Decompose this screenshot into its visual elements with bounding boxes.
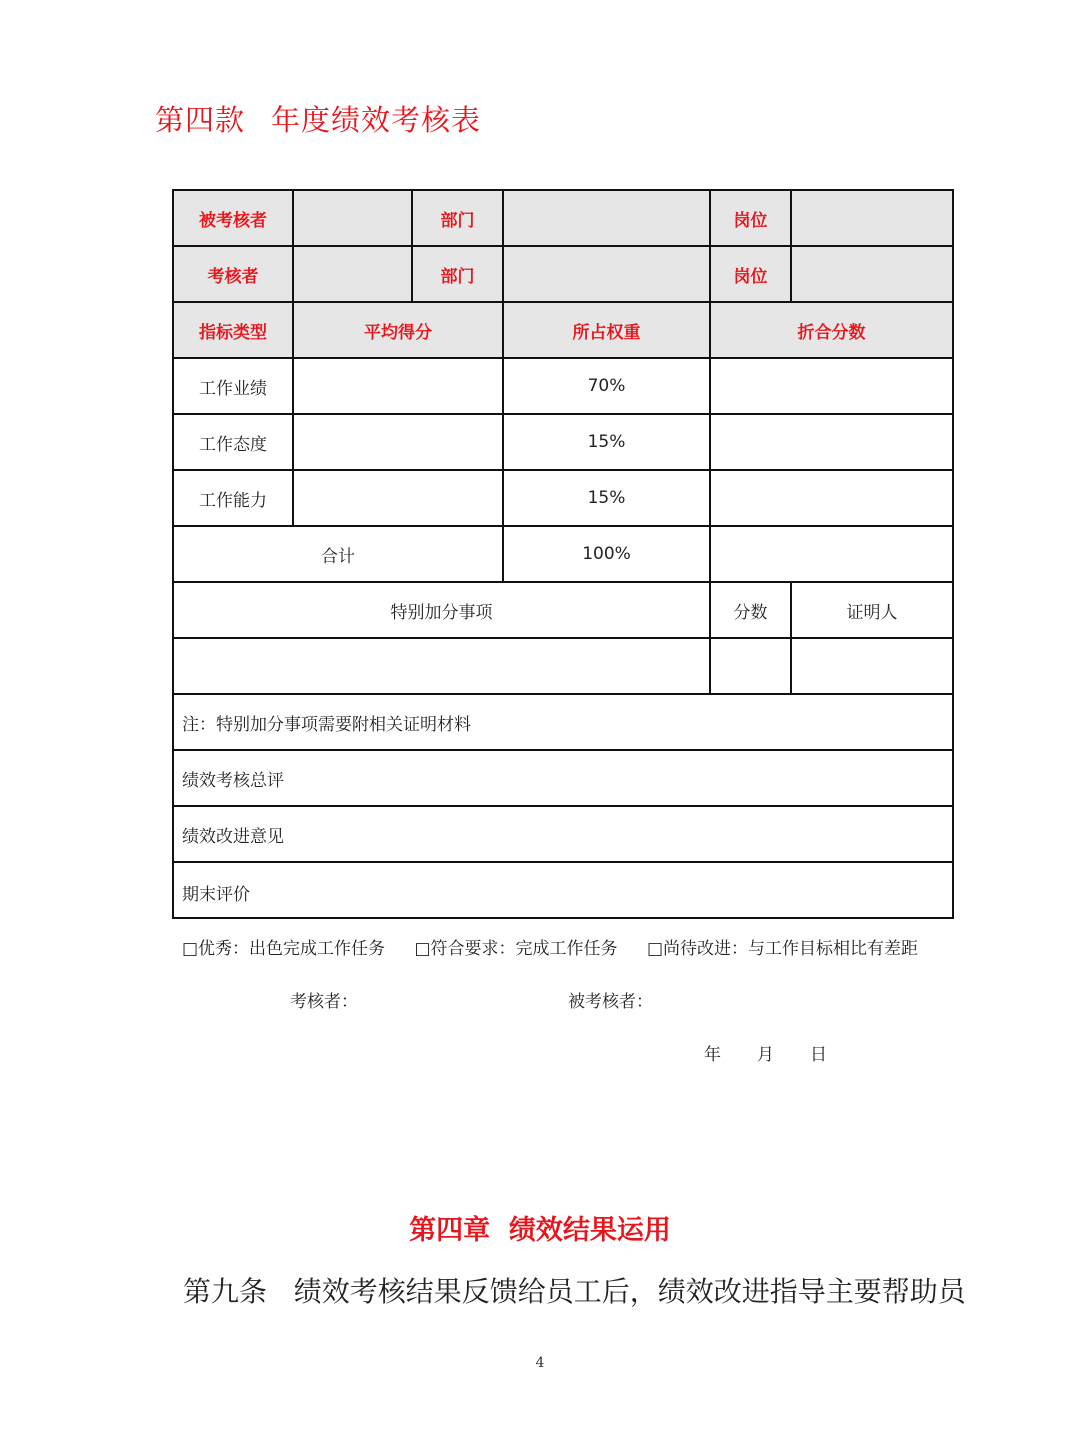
col-header-weight: 所占权重 [503,302,710,358]
summary-row [173,750,953,806]
assessee-row [173,190,953,246]
bonus-items-header: 特别加分事项 [173,582,710,638]
avg-score-field[interactable] [293,414,503,470]
assessee-signature-label[interactable]: 被考核者： [568,992,653,1012]
assessee-dept-field[interactable] [503,190,710,246]
overall-evaluation-label[interactable]: 绩效考核总评 [173,750,953,806]
avg-score-field[interactable] [293,358,503,414]
table-row [173,470,953,526]
note-row [173,694,953,750]
chapter-title: 第四章 绩效结果运用 [409,1215,671,1246]
assessor-post-field[interactable] [791,246,953,302]
col-header-avg-score: 平均得分 [293,302,503,358]
improvement-suggestion-label[interactable]: 绩效改进意见 [173,806,953,862]
converted-score-field[interactable] [710,470,953,526]
total-row [173,526,953,582]
bonus-item-field[interactable] [173,638,710,694]
date-month-label: 月 [757,1045,774,1065]
bonus-entry-row [173,638,953,694]
bonus-note: 注：特别加分事项需要附相关证明材料 [173,694,953,750]
assessor-row [173,246,953,302]
assessee-post-field[interactable] [791,190,953,246]
converted-score-field[interactable] [710,358,953,414]
assessee-dept-label: 部门 [412,190,503,246]
weight-value: 15% [503,470,710,526]
evaluation-options [182,934,918,959]
improvement-row [173,806,953,862]
assessor-name-field[interactable] [293,246,412,302]
assessor-post-label: 岗位 [710,246,791,302]
section-title [155,98,481,139]
assessee-label: 被考核者 [173,190,293,246]
converted-score-field[interactable] [710,414,953,470]
indicator-type: 工作业绩 [173,358,293,414]
weight-value: 15% [503,414,710,470]
col-header-type: 指标类型 [173,302,293,358]
assessor-dept-label: 部门 [412,246,503,302]
column-header-row [173,302,953,358]
annual-performance-table [172,189,954,1065]
final-evaluation-row [173,862,953,918]
assessor-label: 考核者 [173,246,293,302]
table-row [173,358,953,414]
section-heading: 年度绩效考核表 [271,103,482,137]
option-needs-improvement-checkbox[interactable]: □尚待改进：与工作目标相比有差距 [646,939,918,959]
bonus-witness-header: 证明人 [791,582,953,638]
weight-value: 70% [503,358,710,414]
bonus-witness-field[interactable] [791,638,953,694]
article-paragraph: 第九条 绩效考核结果反馈给员工后，绩效改进指导主要帮助员 [183,1275,966,1308]
assessee-name-field[interactable] [293,190,412,246]
final-evaluation-title: 期末评价 [182,885,250,905]
page-number: 4 [535,1355,545,1371]
assessor-dept-field[interactable] [503,246,710,302]
assessor-signature-label[interactable]: 考核者： [290,992,358,1012]
date-year-label: 年 [704,1045,721,1065]
bonus-header-row [173,582,953,638]
section-number: 第四款 [155,103,246,137]
bonus-score-field[interactable] [710,638,791,694]
date-day-label: 日 [810,1045,827,1065]
option-excellent-checkbox[interactable]: □优秀：出色完成工作任务 [182,939,386,959]
date-line [704,1040,863,1065]
option-meets-requirements-checkbox[interactable]: □符合要求：完成工作任务 [414,939,618,959]
total-weight: 100% [503,526,710,582]
table-row [173,414,953,470]
indicator-type: 工作能力 [173,470,293,526]
avg-score-field[interactable] [293,470,503,526]
final-evaluation-cell [173,862,953,1065]
indicator-type: 工作态度 [173,414,293,470]
total-label: 合计 [173,526,503,582]
bonus-score-header: 分数 [710,582,791,638]
col-header-converted-score: 折合分数 [710,302,953,358]
total-converted-score-field[interactable] [710,526,953,582]
assessee-post-label: 岗位 [710,190,791,246]
